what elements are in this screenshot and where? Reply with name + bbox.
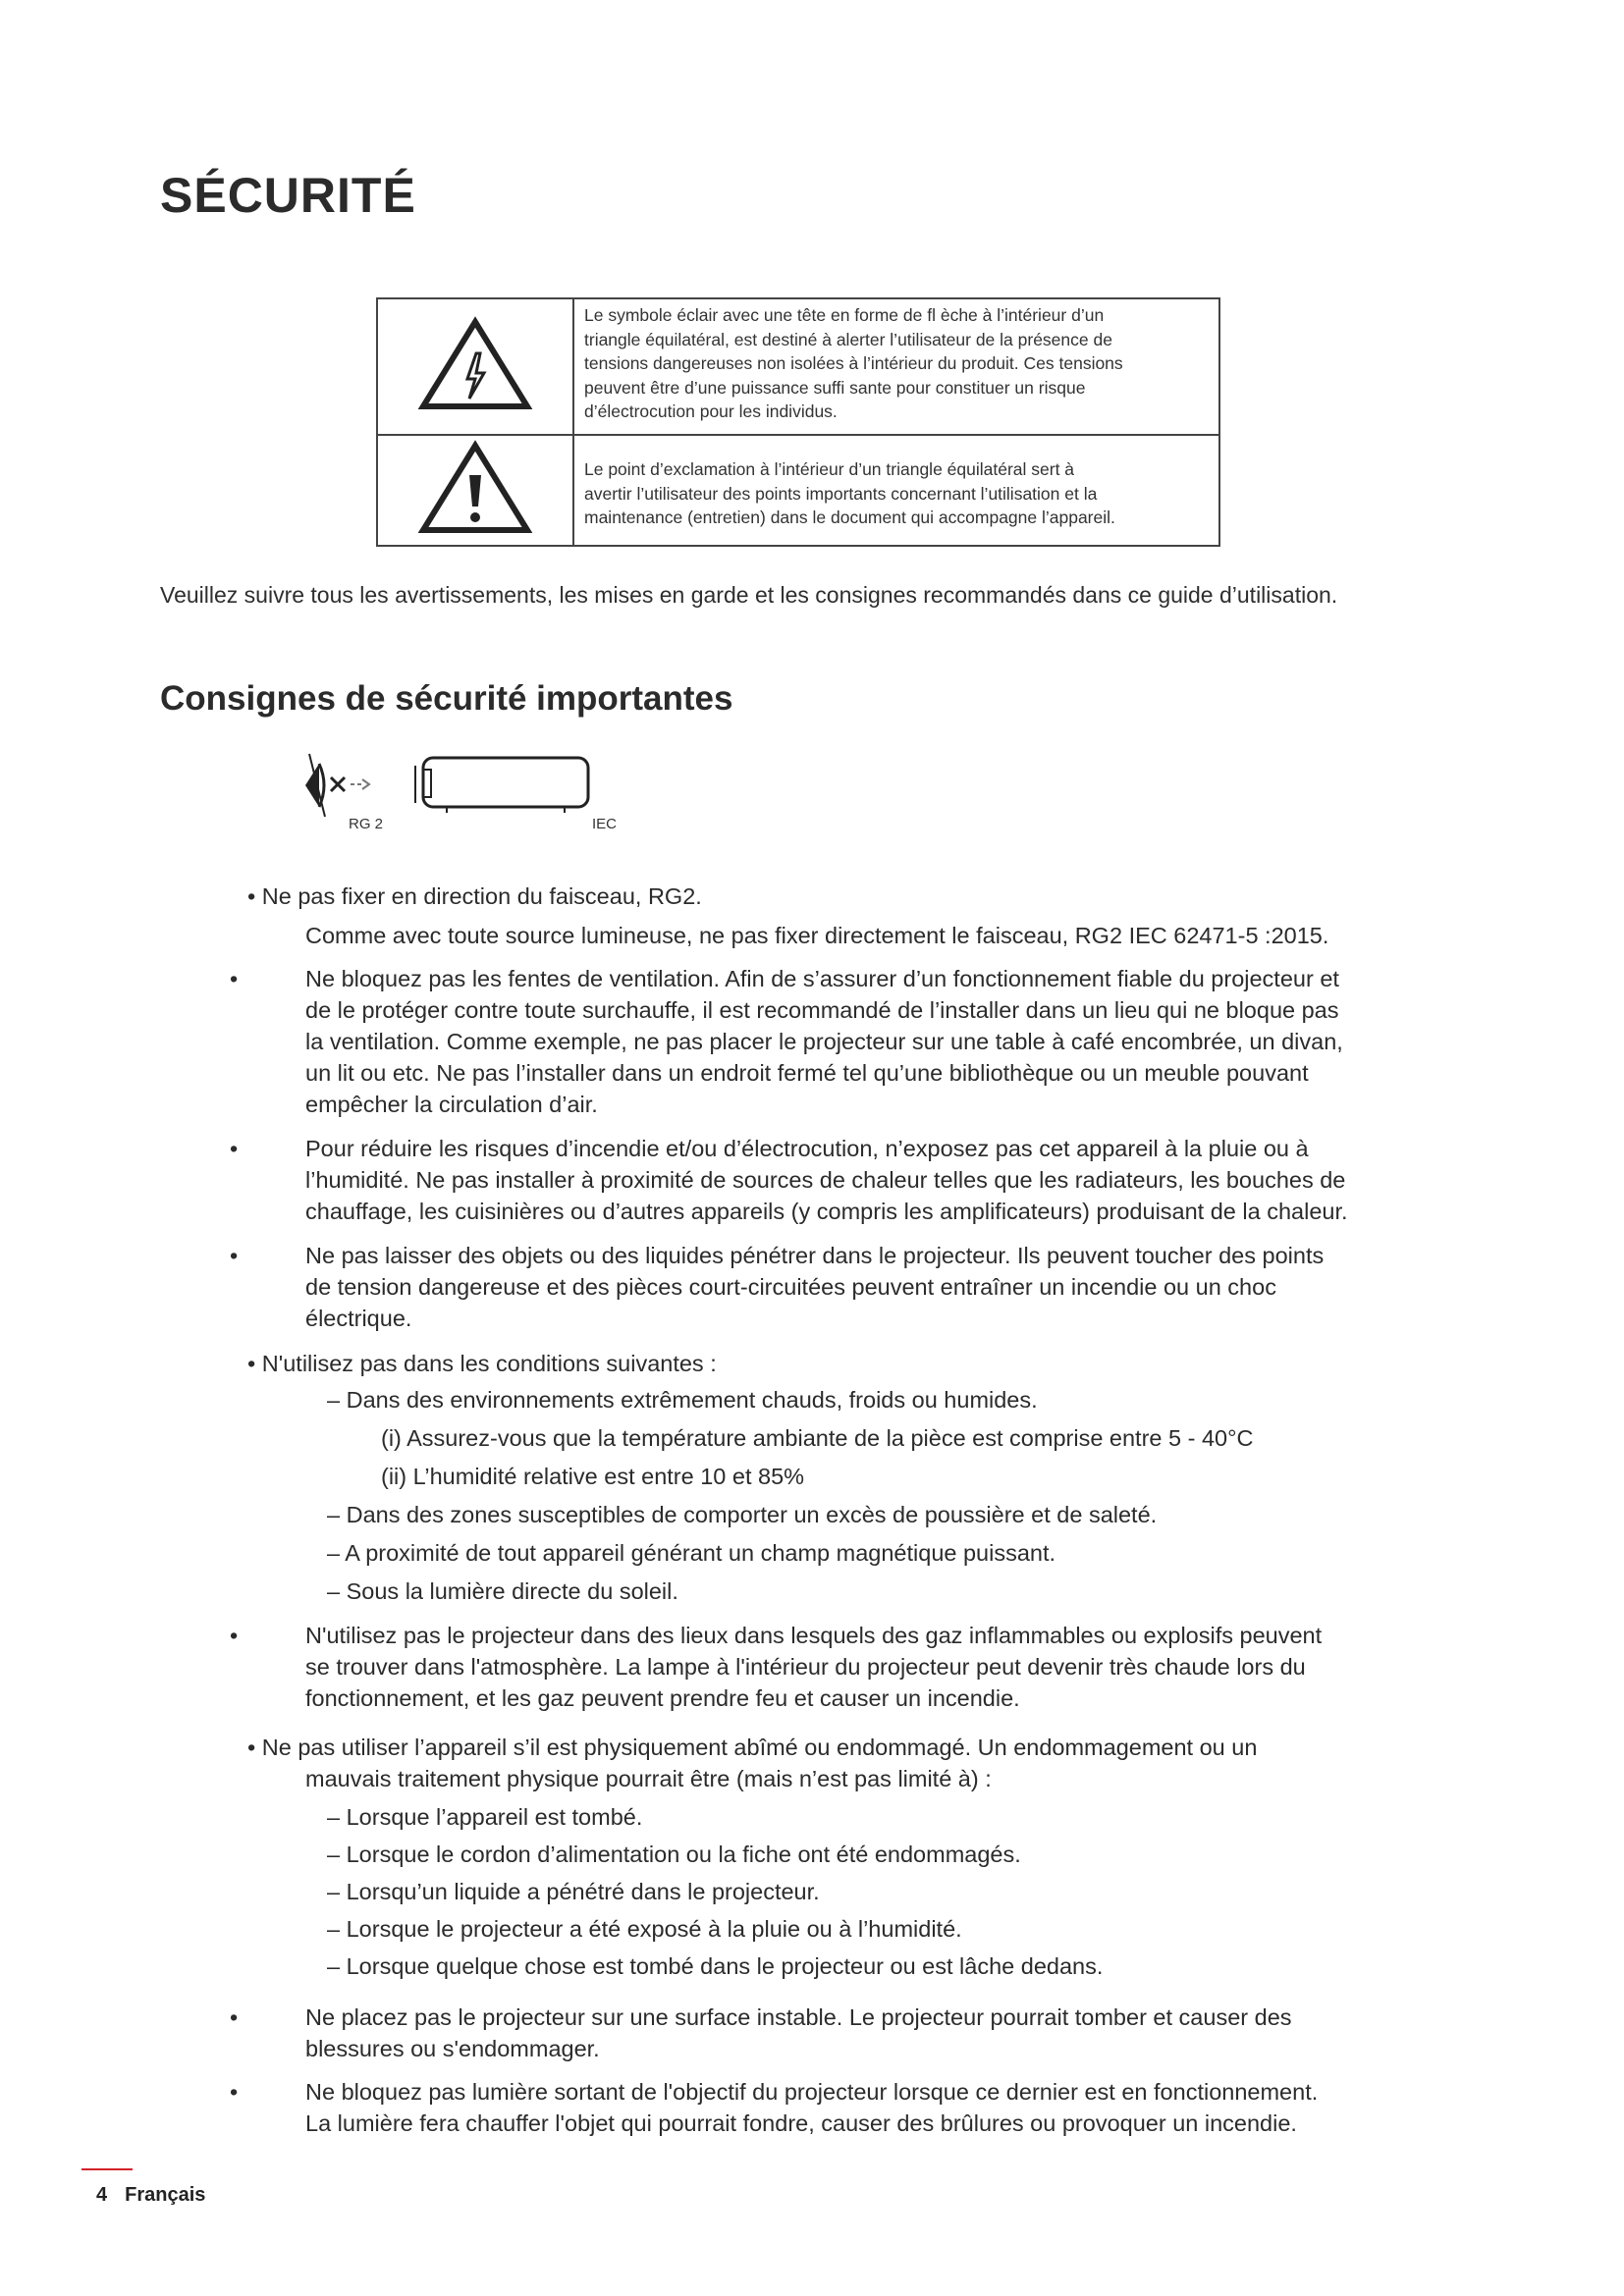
instruction-text: blessures ou s'endommager. — [305, 2036, 600, 2061]
sub-item: – Lorsqu’un liquide a pénétré dans le projecteur. — [327, 1879, 820, 1904]
eye-icon — [305, 754, 325, 817]
instruction-text: l’humidité. Ne pas installer à proximité de sources de chaleur telles que les radiateurs, les bouches de — [305, 1167, 1346, 1193]
instruction-heading: • N'utilisez pas dans les conditions suivantes : — [247, 1351, 717, 1376]
instruction-text: de le protéger contre toute surchauffe, il est recommandé de l’installer dans un lieu qui ne bloque pas — [305, 997, 1339, 1023]
sub-item: – Lorsque le cordon d’alimentation ou la fiche ont été endommagés. — [327, 1842, 1021, 1867]
instruction-text: la ventilation. Comme exemple, ne pas placer le projecteur sur une table à café encombrée, un divan, — [305, 1029, 1343, 1054]
footer-divider — [81, 2168, 133, 2170]
sub-item: – Dans des environnements extrêmement chauds, froids ou humides. — [327, 1387, 1038, 1413]
instruction-text: électrique. — [305, 1306, 412, 1331]
sub-item: (ii) L’humidité relative est entre 10 et 85% — [381, 1464, 805, 1489]
instruction-text: de tension dangereuse et des pièces court-circuitées peuvent entraîner un incendie ou un choc — [305, 1274, 1276, 1300]
warning-symbols-table — [376, 297, 1220, 547]
instruction-text: La lumière fera chauffer l'objet qui pourrait fondre, causer des brûlures ou provoquer un incendie. — [305, 2110, 1297, 2136]
sub-item: – Lorsque l’appareil est tombé. — [327, 1804, 643, 1830]
symbol-row — [377, 435, 1219, 546]
symbol-text-line: avertir l’utilisateur des points importants concernant l’utilisation et la — [584, 483, 1098, 504]
footer-language: Français — [125, 2184, 206, 2206]
exclamation-warning-icon — [377, 435, 573, 546]
instruction-text: Pour réduire les risques d’incendie et/ou d’électrocution, n’exposez pas cet appareil à la pluie ou à — [305, 1136, 1309, 1161]
page-footer — [96, 2184, 205, 2207]
instruction-heading: mauvais traitement physique pourrait être (mais n’est pas limité à) : — [305, 1766, 992, 1791]
instruction-text: Comme avec toute source lumineuse, ne pas fixer directement le faisceau, RG2 IEC 62471-5 :2015. — [305, 923, 1329, 948]
bullet: • — [230, 2079, 239, 2105]
instruction-text: N'utilisez pas le projecteur dans des lieux dans lesquels des gaz inflammables ou explosifs peuvent — [305, 1623, 1323, 1648]
lightning-warning-icon — [377, 298, 573, 435]
symbol-description — [573, 435, 1219, 546]
instruction-text: chauffage, les cuisinières ou d’autres appareils (y compris les amplificateurs) produisant de la chaleur. — [305, 1199, 1348, 1224]
no-stare-icon — [331, 777, 369, 791]
instruction-text: un lit ou etc. Ne pas l’installer dans un endroit fermé tel qu’une bibliothèque ou un meuble pouvant — [305, 1060, 1309, 1086]
bullet: • — [230, 1136, 239, 1161]
section-title: Consignes de sécurité importantes — [160, 679, 733, 718]
symbol-row — [377, 298, 1219, 435]
bullet: • — [230, 1243, 239, 1268]
symbol-text-line: d’électrocution pour les individus. — [584, 401, 838, 421]
page-title: SÉCURITÉ — [160, 168, 416, 223]
instruction-text: fonctionnement, et les gaz peuvent prendre feu et causer un incendie. — [305, 1685, 1020, 1711]
bullet: • — [230, 2004, 239, 2030]
instruction-heading: • Ne pas utiliser l’appareil s’il est physiquement abîmé ou endommagé. Un endommagement ou un — [247, 1735, 1258, 1760]
instruction-text: empêcher la circulation d’air. — [305, 1092, 598, 1117]
instruction-heading: • Ne pas fixer en direction du faisceau, RG2. — [247, 883, 702, 909]
sub-item: – Lorsque le projecteur a été exposé à la pluie ou à l’humidité. — [327, 1916, 962, 1942]
sub-item: – A proximité de tout appareil générant un champ magnétique puissant. — [327, 1540, 1056, 1566]
sub-item: – Sous la lumière directe du soleil. — [327, 1578, 678, 1604]
symbol-text-line: maintenance (entretien) dans le document qui accompagne l’appareil. — [584, 507, 1115, 528]
symbol-text-line: peuvent être d’une puissance suffi sante pour constituer un risque — [584, 377, 1086, 398]
page-number: 4 — [96, 2184, 108, 2206]
instruction-text: Ne pas laisser des objets ou des liquides pénétrer dans le projecteur. Ils peuvent toucher des points — [305, 1243, 1325, 1268]
laser-label-iec: IEC — [592, 816, 618, 832]
laser-label-rg: RG 2 — [349, 816, 384, 832]
instruction-text: Ne bloquez pas lumière sortant de l'objectif du projecteur lorsque ce dernier est en fonctionnement. — [305, 2079, 1319, 2105]
intro-paragraph: Veuillez suivre tous les avertissements, les mises en garde et les consignes recommandés dans ce guide d’utilisation. — [160, 582, 1338, 608]
bullet: • — [230, 966, 239, 991]
instruction-text: se trouver dans l'atmosphère. La lampe à l'intérieur du projecteur peut devenir très chaude lors du — [305, 1654, 1306, 1680]
sub-item: – Lorsque quelque chose est tombé dans le projecteur ou est lâche dedans. — [327, 1953, 1104, 1979]
symbol-text-line: Le symbole éclair avec une tête en forme de fl èche à l’intérieur d’un — [584, 305, 1105, 325]
symbol-description — [573, 298, 1219, 435]
symbol-text-line: triangle équilatéral, est destiné à alerter l’utilisateur de la présence de — [584, 329, 1112, 349]
projector-icon — [415, 758, 588, 813]
symbol-text-line: tensions dangereuses non isolées à l’intérieur du produit. Ces tensions — [584, 353, 1123, 373]
laser-warning-figure — [299, 746, 633, 834]
sub-item: – Dans des zones susceptibles de comporter un excès de poussière et de saleté. — [327, 1502, 1158, 1527]
bullet: • — [230, 1623, 239, 1648]
instruction-text: Ne placez pas le projecteur sur une surface instable. Le projecteur pourrait tomber et causer des — [305, 2004, 1292, 2030]
sub-item: (i) Assurez-vous que la température ambiante de la pièce est comprise entre 5 - 40°C — [381, 1425, 1254, 1451]
instruction-text: Ne bloquez pas les fentes de ventilation. Afin de s’assurer d’un fonctionnement fiable du projecteur et — [305, 966, 1339, 991]
symbol-text-line: Le point d’exclamation à l’intérieur d’un triangle équilatéral sert à — [584, 459, 1075, 480]
